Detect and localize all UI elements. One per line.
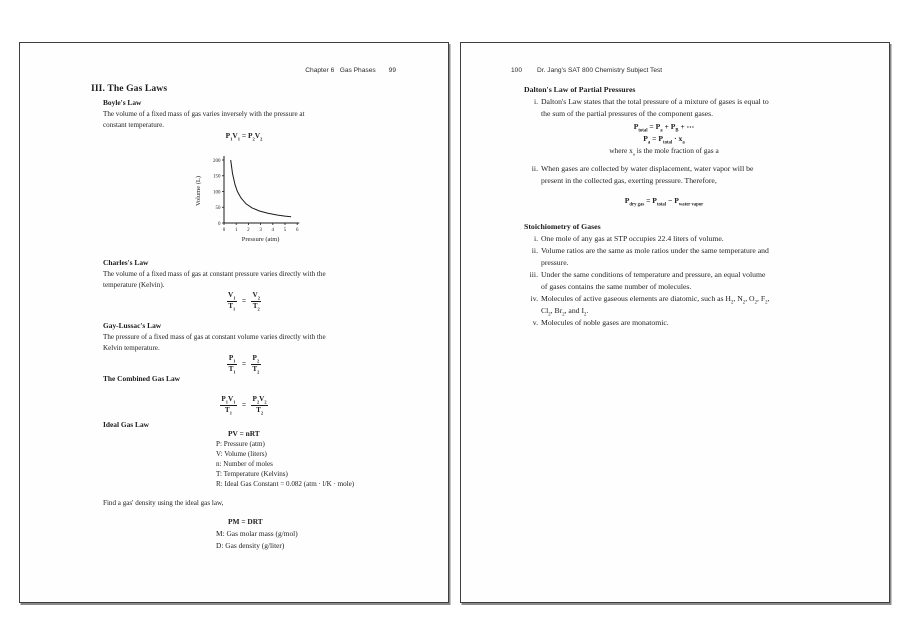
definition-line: M: Gas molar mass (g/mol) [216,529,298,538]
text-line: The volume of a fixed mass of gas at constant pressure varies directly with the [103,270,326,278]
list-item [523,245,868,269]
list-marker: v. [532,318,538,327]
list-marker: iii. [529,270,538,279]
svg-text:100: 100 [213,190,221,196]
denominator: $T_1$ [228,302,236,312]
stoich-list [523,233,868,329]
ideal-heading: Ideal Gas Law [103,420,149,429]
text-line: pressure. [541,258,569,267]
text-line: the sum of the partial pressures of the component gases. [541,109,714,118]
x-axis-label: Pressure (atm) [241,236,280,243]
page-number: 100 [511,67,523,74]
denominator: $T_1$ [228,365,236,375]
density-intro: Find a gas' density using the ideal gas law, [103,499,224,507]
numerator: $P_2V_2$ [252,395,267,405]
denominator: $T_2$ [252,365,260,375]
dalton-equations [564,121,764,157]
svg-text:6: 6 [295,228,299,233]
text-line: One mole of any gas at STP occupies 22.4 liters of volume. [541,234,724,243]
page-header-right [511,67,662,74]
text-line: present in the collected gas, exerting pressure. Therefore, [541,176,717,185]
equation-where-line: where $x_a$ is the mole fraction of gas a [609,146,719,157]
denominator: $T_2$ [252,302,260,312]
denominator: $T_2$ [256,406,264,416]
dalton-item-i [523,96,853,120]
page-right [460,42,890,603]
equals-sign: = [241,401,247,409]
denominator: $T_1$ [224,406,232,416]
list-marker: ii. [531,164,538,173]
fraction [251,395,268,415]
text-line: When gases are collected by water displacement, water vapor will be [541,164,754,173]
combined-equation [144,395,344,415]
boyle-equation: $P_1V_1 = P_2V_2$ [225,131,263,142]
numerator: $V_2$ [252,291,260,301]
gay-lussac-paragraph [103,332,326,354]
svg-text:50: 50 [215,206,221,212]
chapter-header: Chapter 6 Gas Phases [305,67,376,74]
fraction [220,395,237,415]
svg-text:150: 150 [213,174,221,180]
text-line: Kelvin temperature. [103,344,160,352]
svg-text:1: 1 [234,228,238,233]
list-item [523,293,868,317]
list-text [541,269,868,293]
gay-lussac-heading: Gay-Lussac's Law [103,321,162,330]
list-text [541,163,853,187]
definition-line: D: Gas density (g/liter) [216,540,285,550]
svg-text:0: 0 [222,228,226,233]
svg-text:200: 200 [213,158,221,164]
list-text [541,293,868,317]
dalton-heading: Dalton's Law of Partial Pressures [524,85,636,94]
definition-line: n: Number of moles [216,460,273,468]
fraction [227,291,237,311]
boyle-chart [170,153,340,263]
equation-line: $P_{total} = P_a + P_B$ + ⋯ [633,122,695,134]
numerator: $P_1V_1$ [221,395,236,405]
ideal-equation: PV = nRT [228,429,260,438]
book-title-header: Dr. Jang's SAT 800 Chemistry Subject Test [537,67,663,74]
charles-heading: Charles's Law [103,258,149,267]
text-line: The pressure of a fixed mass of gas at constant volume varies directly with the [103,333,326,341]
text-line: The volume of a fixed mass of gas varies inversely with the pressure at [103,110,305,118]
density-equation: PM = DRT [228,517,263,526]
boyle-paragraph [103,109,305,131]
text-line: Dalton's Law states that the total pressure of a mixture of gases is equal to [541,97,769,106]
ideal-definitions [216,439,354,489]
equals-sign: = [241,360,247,368]
definition-line: P: Pressure (atm) [216,440,265,448]
list-marker: i. [533,97,538,106]
text-line: temperature (Kelvin). [103,281,165,289]
charles-paragraph [103,269,326,291]
list-item [523,269,868,293]
svg-text:4: 4 [271,228,275,233]
numerator: $V_1$ [228,291,236,301]
svg-text:5: 5 [283,228,287,233]
list-text [541,245,868,269]
numerator: $P_1$ [228,354,236,364]
page-left [19,42,449,603]
dry-gas-equation: $P_{dry gas} = P_{total} - P_{water vapor}$ [624,196,704,208]
text-line: of gases contains the same number of molecules. [541,282,692,291]
svg-text:2: 2 [247,228,250,233]
dalton-item-ii [523,163,853,187]
numerator: $P_2$ [252,354,260,364]
equation-line: $P_a = P_{total} \cdot x_a$ [643,134,685,146]
boyle-heading: Boyle's Law [103,98,142,107]
gay-lussac-equation [144,354,344,374]
charles-equation [144,291,344,311]
list-marker: i. [533,234,538,243]
list-text [541,317,868,329]
fraction [251,291,261,311]
stoich-heading: Stoichiometry of Gases [524,222,601,231]
definition-line: T: Temperature (Kelvins) [216,470,288,478]
density-definitions [216,528,298,551]
svg-text:0: 0 [218,221,221,227]
fraction [251,354,261,374]
text-line: Molecules of active gaseous elements are diatomic, such as $H_2$, $N_2$, $O_2$, $F_2$, [541,294,770,306]
list-marker: iv. [530,294,538,303]
definition-line: R: Ideal Gas Constant = 0.082 (atm · l/K · mole) [216,480,355,488]
text-line: $Cl_2$, $Br_2$, and $I_2$. [541,306,589,318]
text-line: Molecules of noble gases are monatomic. [541,318,669,327]
list-text [541,233,868,245]
boyle-chart-svg [170,153,340,258]
section-title: III. The Gas Laws [91,83,168,94]
text-line: constant temperature. [103,121,165,129]
text-line: Volume ratios are the same as mole ratios under the same temperature and [541,246,769,255]
fraction [227,354,237,374]
page-number: 99 [388,67,396,74]
equals-sign: = [241,297,247,305]
list-text [541,96,853,120]
text-line: Under the same conditions of temperature and pressure, an equal volume [541,270,766,279]
list-marker: ii. [531,246,538,255]
definition-line: V: Volume (liters) [216,450,267,458]
combined-heading: The Combined Gas Law [103,374,180,383]
svg-text:3: 3 [259,228,262,233]
y-axis-label: Volume (L) [195,175,202,207]
page-header-left [20,67,448,74]
list-item [523,317,868,329]
list-item [523,233,868,245]
